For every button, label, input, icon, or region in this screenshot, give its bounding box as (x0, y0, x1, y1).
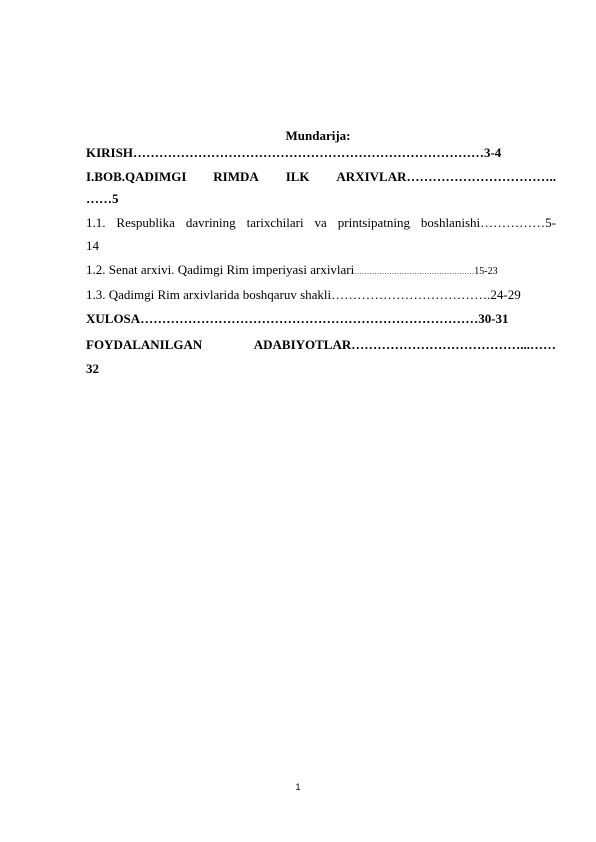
toc-entry-section-1-1 (86, 214, 556, 232)
toc-entry-xulosa (86, 310, 556, 328)
toc-word: ARXIVLAR…………………………….. (336, 169, 556, 184)
toc-word: Respublika (116, 215, 175, 230)
toc-entry-foydalanilgan (86, 336, 556, 354)
toc-entry-section-1-3 (86, 286, 556, 304)
toc-entry-chapter1-continuation (86, 190, 556, 208)
toc-page-range: 3-4 (483, 145, 502, 160)
page-number: 1 (295, 782, 301, 792)
toc-leader-dots: …………………………………………………………………… (140, 311, 479, 326)
toc-page-range: 14 (86, 238, 99, 253)
toc-word: ADABIYOTLAR…………………………………...…… (253, 337, 556, 352)
toc-entry-label: 1.3. Qadimgi Rim arxivlarida boshqaruv shakli (86, 287, 332, 302)
toc-leader-dots: ………………………………. (331, 287, 491, 302)
toc-word: ILK (285, 169, 310, 184)
toc-entry-chapter1 (86, 168, 556, 186)
toc-page-range: 30-31 (478, 311, 509, 326)
toc-entry-label: 1.2. Senat arxivi. Qadimgi Rim imperiyasi arxivlari (86, 262, 355, 277)
toc-word: va (314, 215, 327, 230)
toc-word: printsipatning (337, 215, 410, 230)
toc-title: Mundarija: (285, 128, 351, 143)
toc-word: I.BOB.QADIMGI (86, 169, 187, 184)
toc-word: RIMDA (213, 169, 259, 184)
toc-word: davrining (185, 215, 236, 230)
toc-word: 1.1. (86, 215, 106, 230)
toc-entry-label: XULOSA (86, 311, 141, 326)
toc-entry-foydalanilgan-continuation (86, 360, 556, 378)
toc-entry-section-1-1-continuation (86, 237, 556, 255)
toc-word: boshlanishi……………5- (420, 215, 556, 230)
toc-entry-kirish (86, 144, 556, 162)
toc-leader-dots: ………………………………………… (354, 267, 475, 276)
toc-page-range: 24-29 (490, 287, 521, 302)
toc-entry-section-1-2 (86, 261, 556, 281)
toc-word: FOYDALANILGAN (86, 337, 203, 352)
toc-word: tarixchilari (246, 215, 304, 230)
toc-leader-dots: ……………………………………………………………………… (132, 145, 484, 160)
toc-entry-label: KIRISH (86, 145, 133, 160)
toc-page-range: 32 (86, 361, 99, 376)
toc-page-range: 15-23 (474, 266, 498, 277)
toc-page-range: ……5 (86, 191, 119, 206)
